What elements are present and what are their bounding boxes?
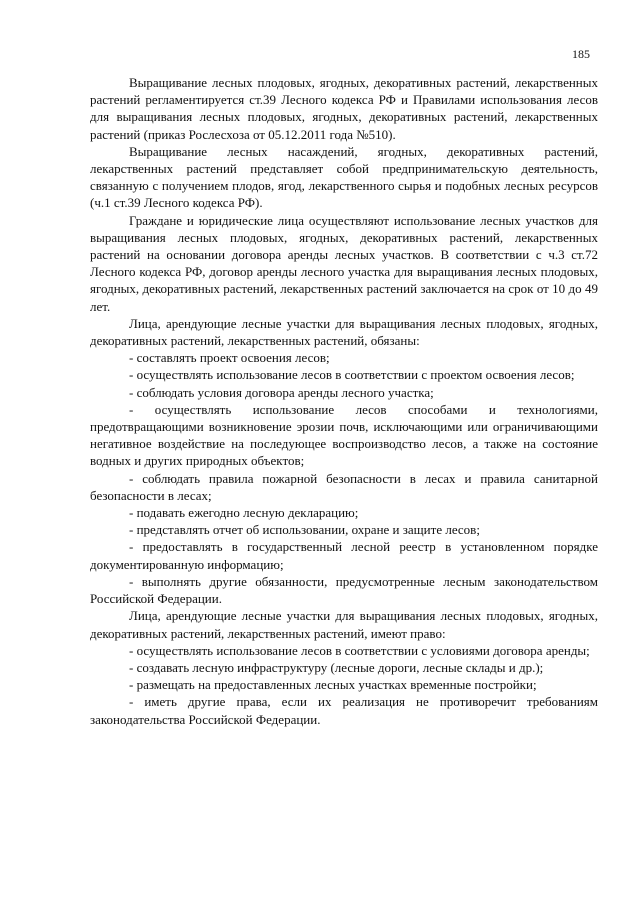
list-item: - осуществлять использование лесов в соответствии с проектом освоения лесов; bbox=[129, 367, 575, 383]
paragraph: Выращивание лесных насаждений, ягодных, декоративных растений, лекарственных растений представляет собой предпринимательскую деятельность, связанную с получением плодов, ягод, лекарственного сырья и подобных лесных ресурсов (ч.1 ст.39 Лесного кодекса РФ). bbox=[90, 143, 598, 211]
list-item: - предоставлять в государственный лесной реестр в установленном порядке документированную информацию; bbox=[90, 539, 598, 572]
list-item: - соблюдать правила пожарной безопасности в лесах и правила санитарной безопасности в лесах; bbox=[90, 470, 598, 503]
list-item: - выполнять другие обязанности, предусмотренные лесным законодательством Российской Федерации. bbox=[90, 573, 598, 607]
list-item: - осуществлять использование лесов способами и технологиями, предотвращающими возникновение эрозии почв, исключающими или ограничивающими негативное воздействие на последующее воспроизводство лесов, а также на состояние водных и других природных объектов; bbox=[90, 401, 598, 469]
list-item: - составлять проект освоения лесов; bbox=[129, 350, 330, 366]
list-item: - осуществлять использование лесов в соответствии с условиями договора аренды; bbox=[129, 642, 590, 658]
page-body bbox=[90, 74, 598, 728]
list-item: - соблюдать условия договора аренды лесного участка; bbox=[129, 384, 434, 400]
paragraph: Граждане и юридические лица осуществляют использование лесных участков для выращивания лесных плодовых, ягодных, декоративных растений, лекарственных растений на основании договора аренды лесных участков. В соответствии с ч.3 ст.72 Лесного кодекса РФ, договор аренды лесного участка для выращивания лесных плодовых, ягодных, декоративных растений, лекарственных растений заключается на срок от 10 до 49 лет. bbox=[90, 212, 598, 314]
list-item: - размещать на предоставленных лесных участках временные постройки; bbox=[129, 677, 537, 693]
list-item: - создавать лесную инфраструктуру (лесные дороги, лесные склады и др.); bbox=[129, 659, 544, 675]
paragraph: Выращивание лесных плодовых, ягодных, декоративных растений, лекарственных растений регламентируется ст.39 Лесного кодекса РФ и Правилами использования лесов для выращивания лесных плодовых, ягодных, декоративных растений, лекарственных растений (приказ Рослесхоза от 05.12.2011 года №510). bbox=[90, 75, 598, 142]
paragraph: Лица, арендующие лесные участки для выращивания лесных плодовых, ягодных, декоративных растений, лекарственных растений, обязаны: bbox=[90, 315, 598, 349]
paragraph: Лица, арендующие лесные участки для выращивания лесных плодовых, ягодных, декоративных растений, лекарственных растений, имеют право: bbox=[90, 608, 598, 641]
list-item: - иметь другие права, если их реализация не противоречит требованиям законодательства Российской Федерации. bbox=[90, 694, 598, 727]
list-item: - представлять отчет об использовании, охране и защите лесов; bbox=[129, 522, 480, 538]
page-number: 185 bbox=[572, 47, 590, 61]
list-item: - подавать ежегодно лесную декларацию; bbox=[129, 505, 359, 521]
